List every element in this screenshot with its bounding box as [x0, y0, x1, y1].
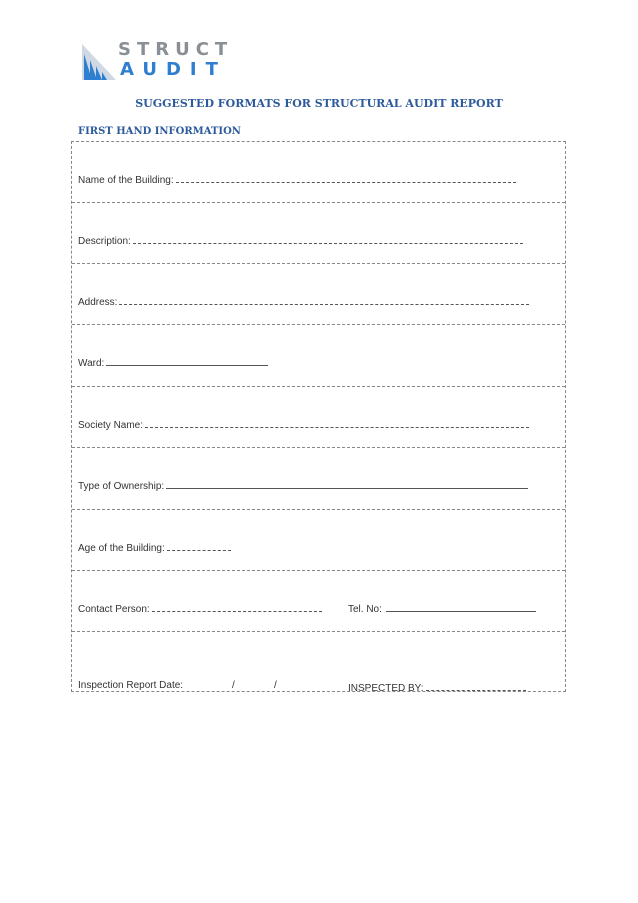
logo-stripes-icon	[82, 44, 116, 80]
ward-label: Ward:	[78, 358, 105, 369]
row-ownership	[72, 448, 565, 510]
row-age	[72, 510, 565, 571]
row-ward	[72, 325, 565, 387]
address-field[interactable]	[119, 294, 529, 305]
inspected-by-field[interactable]	[426, 680, 526, 691]
age-label: Age of the Building:	[78, 543, 165, 554]
society-name-field[interactable]	[145, 417, 529, 428]
ward-field[interactable]	[106, 355, 268, 366]
row-building-name	[72, 142, 565, 203]
date-separator-2: /	[274, 680, 277, 691]
date-separator-1: /	[232, 680, 235, 691]
logo-word-audit: AUDIT	[120, 59, 227, 80]
information-form	[71, 141, 566, 692]
row-inspection	[72, 632, 565, 692]
contact-person-label: Contact Person:	[78, 604, 150, 615]
row-contact	[72, 571, 565, 632]
tel-label: Tel. No:	[348, 604, 382, 615]
building-name-label: Name of the Building:	[78, 175, 174, 186]
building-name-field[interactable]	[176, 172, 516, 183]
row-description	[72, 203, 565, 264]
age-field[interactable]	[167, 540, 231, 551]
ownership-label: Type of Ownership:	[78, 481, 165, 492]
row-society-name	[72, 387, 565, 448]
ownership-field[interactable]	[166, 478, 528, 489]
section-heading: FIRST HAND INFORMATION	[78, 126, 241, 137]
description-label: Description:	[78, 236, 131, 247]
struct-audit-logo	[82, 40, 232, 82]
row-address	[72, 264, 565, 325]
description-field[interactable]	[133, 233, 523, 244]
inspected-by-label: INSPECTED BY:	[348, 683, 424, 694]
document-title: SUGGESTED FORMATS FOR STRUCTURAL AUDIT REPORT	[135, 97, 503, 110]
contact-person-field[interactable]	[152, 601, 322, 612]
inspection-date-label: Inspection Report Date:	[78, 680, 184, 691]
logo-word-struct: STRUCT	[118, 39, 234, 60]
tel-field[interactable]	[386, 601, 536, 612]
society-name-label: Society Name:	[78, 420, 144, 431]
address-label: Address:	[78, 297, 118, 308]
